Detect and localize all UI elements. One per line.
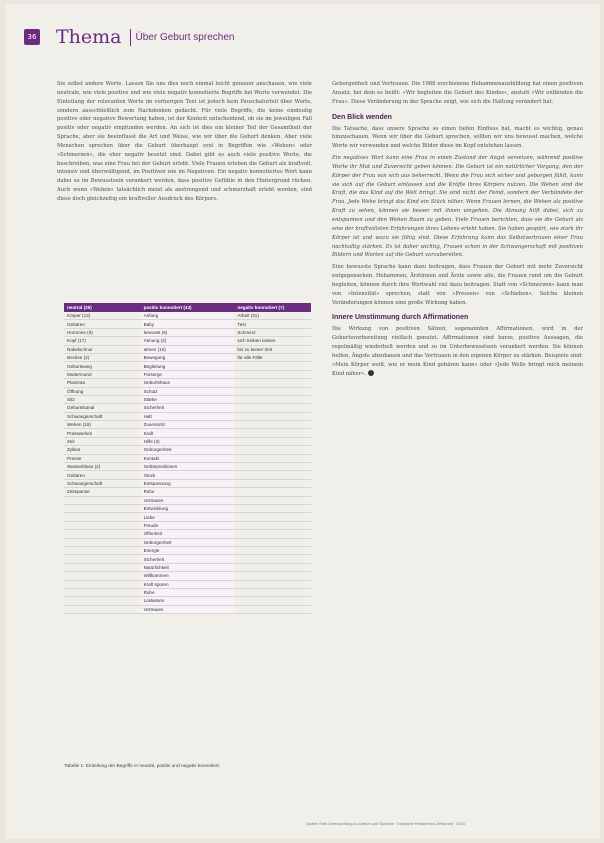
page-header — [24, 25, 234, 49]
cell-positive: Zuversicht — [141, 421, 235, 429]
cell-negative — [234, 429, 311, 437]
cell-positive: Geborgenheit — [141, 446, 235, 454]
table-row — [64, 471, 311, 479]
table-row — [64, 353, 311, 361]
cell-negative: Schmerz — [234, 328, 311, 336]
cell-neutral: Gebären — [64, 320, 141, 328]
cell-positive: Baby — [141, 320, 235, 328]
table-row — [64, 563, 311, 571]
cell-negative — [234, 597, 311, 605]
table-row — [64, 580, 311, 588]
table-row — [64, 429, 311, 437]
cell-positive: Energie — [141, 546, 235, 554]
cell-negative: bis zu keiner Zeit — [234, 345, 311, 353]
cell-positive: Freude — [141, 521, 235, 529]
cell-positive: Hilfe (3) — [141, 437, 235, 445]
header-negative: negativ konnotiert (7) — [234, 303, 311, 312]
table-row — [64, 513, 311, 521]
table-row — [64, 370, 311, 378]
cell-negative — [234, 404, 311, 412]
table-row — [64, 546, 311, 554]
cell-neutral: Wasserblase (2) — [64, 463, 141, 471]
cell-neutral: Zyklus — [64, 446, 141, 454]
cell-neutral — [64, 555, 141, 563]
cell-negative — [234, 370, 311, 378]
table-row — [64, 437, 311, 445]
cell-negative — [234, 421, 311, 429]
table-row — [64, 538, 311, 546]
cell-positive: Kraft spüren — [141, 580, 235, 588]
cell-positive: Begleitung — [141, 362, 235, 370]
header-neutral: neutral (29) — [64, 303, 141, 312]
table-row — [64, 555, 311, 563]
cell-positive: Atmung (2) — [141, 337, 235, 345]
cell-neutral: Nabelschnur — [64, 345, 141, 353]
table-row — [64, 328, 311, 336]
document-page — [6, 4, 600, 839]
cell-positive: Geborgenheit — [141, 538, 235, 546]
cell-positive: Stärke — [141, 395, 235, 403]
cell-negative: für alle Fälle — [234, 353, 311, 361]
cell-positive: Ruhe — [141, 588, 235, 596]
cell-negative — [234, 437, 311, 445]
body-paragraph: Die Tatsache, dass unsere Sprache so einen tiefen Einfluss hat, macht es wichtig, genau hinzuschauen. Wenn wir über die Geburt sprechen, sollten wir uns bewusst machen, welche Worte wir verwenden und welche Bilder diese im Kopf entstehen lassen. — [332, 125, 583, 150]
cell-positive: Entspannung — [141, 479, 235, 487]
cell-neutral — [64, 504, 141, 512]
cell-neutral: Hormone (9) — [64, 328, 141, 336]
cell-neutral: Sitz — [64, 395, 141, 403]
table-header-row — [64, 303, 311, 312]
table-row — [64, 412, 311, 420]
cell-negative — [234, 454, 311, 462]
cell-neutral — [64, 513, 141, 521]
text-column-left — [57, 80, 312, 207]
table-row — [64, 362, 311, 370]
cell-neutral: Muttermund — [64, 370, 141, 378]
cell-neutral — [64, 563, 141, 571]
cell-negative — [234, 513, 311, 521]
cell-neutral: Gebären — [64, 471, 141, 479]
cell-positive: Anfang — [141, 312, 235, 320]
cell-neutral: Kopf (17) — [64, 337, 141, 345]
table-row — [64, 504, 311, 512]
cell-neutral: Wehen (18) — [64, 421, 141, 429]
cell-positive: Halt — [141, 412, 235, 420]
table-row — [64, 463, 311, 471]
cell-positive: Fürsorge — [141, 370, 235, 378]
section-subtitle: Über Geburt sprechen — [135, 31, 235, 43]
cell-positive: Willkommen — [141, 572, 235, 580]
cell-negative — [234, 538, 311, 546]
cell-negative — [234, 387, 311, 395]
cell-neutral — [64, 538, 141, 546]
body-paragraph: Eine bewusste Sprache kann dazu beitragen, dass Frauen der Geburt mit mehr Zuversicht entgegensehen. Hebammen, Ärztinnen und Ärzte sowie alle, die Frauen rund um die Geburt begleiten, können durch ihre Wortwahl viel dazu beitragen. Statt von »Schmerzen« kann man von »Intensität« sprechen, statt von »Pressen« von »Schieben«. Solche kleinen Veränderungen können eine große Wirkung haben. — [332, 264, 583, 306]
cell-neutral: Presse — [64, 454, 141, 462]
table-row — [64, 572, 311, 580]
table-row — [64, 379, 311, 387]
table-row — [64, 421, 311, 429]
cell-neutral — [64, 580, 141, 588]
subheading: Den Blick wenden — [332, 113, 392, 121]
cell-positive: Vertrauen — [141, 605, 235, 613]
cell-neutral — [64, 572, 141, 580]
word-classification-table — [64, 303, 311, 614]
cell-neutral: Plazenta — [64, 379, 141, 387]
cell-negative: Arbeit (31) — [234, 312, 311, 320]
cell-positive: Kraft — [141, 429, 235, 437]
cell-negative — [234, 572, 311, 580]
table-row — [64, 387, 311, 395]
cell-negative — [234, 395, 311, 403]
cell-negative — [234, 504, 311, 512]
table-caption: Tabelle 1: Einteilung der Begriffe in neutral, positiv und negativ konnotiert. — [64, 764, 221, 769]
table-row — [64, 404, 311, 412]
cell-negative — [234, 546, 311, 554]
cell-positive: Entwicklung — [141, 504, 235, 512]
cell-positive: Ruhe — [141, 488, 235, 496]
cell-negative — [234, 412, 311, 420]
cell-positive: Loslassen — [141, 597, 235, 605]
cell-neutral: Zeit — [64, 437, 141, 445]
table-row — [64, 345, 311, 353]
table-row — [64, 446, 311, 454]
page-number: 36 — [24, 29, 40, 45]
cell-negative — [234, 530, 311, 538]
table-row — [64, 320, 311, 328]
body-paragraph: Sie selbst andere Worte. Lassen Sie uns dies noch einmal leicht genauer anschauen, wie viele neutrale, wie viele positive und wie viele negativ konnotierte Begriffe bei Worte verwendet. Die Einteilung der relevanten Worte im vorherigen Text ist jedoch kein Pauschalurteil über Worte, sondern ausschließlich zum Nachdenken gedacht. Für viele Begriffe, die keine eindeutig positive oder negative Bewertung haben, ist der Kontext entscheidend, ob sie im jeweiligen Fall positiv oder negativ empfunden werden. An sich ist dies ein kleiner Teil der Gesamtheit der Sprache, aber sie beeinflusst die Art und Weise, wie wir über die Geburt denken. Aber viele Menschen sprechen über die Geburt überhaupt erst in Begriffen wie »Wehen« oder »Schmerzen«, die eher negativ besetzt sind. Dabei gibt es auch viele positive Worte, die beschreiben, was eine Frau bei der Geburt erlebt. Viele Frauen erleben die Geburt als kraftvoll, intensiv und überwältigend, im Positiven wie im Negativen. Ein negativ konnotiertes Wort kann dabei so im Bewusstsein verankert werden, dass positive Gefühle in den Hintergrund rücken. Auch wenn »Wehen« tatsächlich meist als anstrengend und schmerzhaft erlebt werden, sind diese doch gleichzeitig ein kraftvoller Ausdruck des Körpers. — [57, 81, 312, 202]
body-paragraph: Die Wirkung von positiven Sätzen, sogenannten Affirmationen, wird in der Geburtsvorbereitung vielfach genutzt. Affirmationen sind kurze, positive Aussagen, die regelmäßig wiederholt werden und so im Unterbewusstsein verankert werden. Sie können helfen, Ängste abzubauen und das Vertrauen in den eigenen Körper zu stärken. Beispiele sind: »Mein Körper weiß, wie er mein Kind gebären kann« oder »Jede Welle bringt mich meinem Kind näher«. — [332, 326, 583, 377]
table-row — [64, 488, 311, 496]
table-row — [64, 496, 311, 504]
cell-positive: Glück — [141, 471, 235, 479]
table-row — [64, 454, 311, 462]
table-row — [64, 605, 311, 613]
header-divider — [130, 29, 131, 46]
cell-neutral: Geburtskanal — [64, 404, 141, 412]
cell-neutral: Zeitspanne — [64, 488, 141, 496]
cell-negative — [234, 379, 311, 387]
cell-neutral: Presswehen — [64, 429, 141, 437]
cell-neutral — [64, 546, 141, 554]
cell-neutral — [64, 496, 141, 504]
cell-neutral: Öffnung — [64, 387, 141, 395]
cell-neutral — [64, 588, 141, 596]
body-paragraph-italic: Ein negatives Wort kann eine Frau in einen Zustand der Angst versetzen, während positive Worte ihr Mut und Zuversicht geben können. Die Geburt ist ein natürlicher Vorgang, den der Körper der Frau von sich aus beherrscht. Wenn die Frau sich sicher und geborgen fühlt, kann sie sich auf die Geburt einlassen und die Kräfte ihres Körpers nutzen. Die Wehen sind die Kraft, die das Kind auf die Welt bringt. Sie sind nicht der Feind, sondern der Verbündete der Frau. Jede Wehe bringt das Kind ein Stück näher. Wenn Frauen lernen, die Wehen als positive Kraft zu sehen, können sie besser mit ihnen umgehen. Die Atmung hilft dabei, sich zu entspannen und den Wehen Raum zu geben. Viele Frauen berichten, dass sie die Geburt als eine der kraftvollsten Erfahrungen ihres Lebens erlebt haben. Sie haben gespürt, wie stark ihr Körper ist und wozu sie fähig sind. Diese Erfahrung kann das Selbstvertrauen einer Frau nachhaltig stärken. Es ist daher wichtig, Frauen schon in der Schwangerschaft mit positiven Bildern und Worten auf die Geburt vorzubereiten. — [332, 155, 583, 259]
cell-positive: Schutz — [141, 387, 235, 395]
header-positive: positiv konnotiert (43) — [141, 303, 235, 312]
section-title: Thema — [56, 26, 122, 48]
cell-negative — [234, 471, 311, 479]
cell-negative — [234, 479, 311, 487]
cell-negative — [234, 446, 311, 454]
table-row — [64, 521, 311, 529]
cell-negative — [234, 588, 311, 596]
table-row — [64, 588, 311, 596]
cell-positive: Offenheit — [141, 530, 235, 538]
cell-positive: Gebärpositionen — [141, 463, 235, 471]
cell-positive: Geburtshaus — [141, 379, 235, 387]
cell-negative: sich treiben lassen — [234, 337, 311, 345]
cell-negative — [234, 580, 311, 588]
cell-negative — [234, 463, 311, 471]
cell-positive: bewusst (6) — [141, 328, 235, 336]
cell-negative — [234, 563, 311, 571]
cell-negative: Test — [234, 320, 311, 328]
table-row — [64, 530, 311, 538]
table-row — [64, 597, 311, 605]
cell-neutral: Körper (13) — [64, 312, 141, 320]
cell-positive: Natürlichkeit — [141, 563, 235, 571]
cell-positive: Kontakt — [141, 454, 235, 462]
table-row — [64, 337, 311, 345]
cell-neutral — [64, 521, 141, 529]
cell-positive: Sicherheit — [141, 404, 235, 412]
cell-positive: Bewegung — [141, 353, 235, 361]
text-column-right — [332, 80, 583, 381]
table-row — [64, 395, 311, 403]
cell-positive: Sicherheit — [141, 555, 235, 563]
cell-neutral — [64, 597, 141, 605]
cell-positive: atmen (10) — [141, 345, 235, 353]
table-row — [64, 479, 311, 487]
cell-neutral: Schwangerschaft — [64, 479, 141, 487]
cell-positive: Liebe — [141, 513, 235, 521]
cell-negative — [234, 496, 311, 504]
page-footer: Quelle: Eine Untersuchung zu Geburt und Sprache · Deutsche Hebammen Zeitschrift · 2016 — [306, 821, 465, 826]
subheading: Innere Umstimmung durch Affirmationen — [332, 314, 469, 322]
cell-negative — [234, 488, 311, 496]
cell-neutral: Becken (2) — [64, 353, 141, 361]
end-of-article-icon — [368, 370, 374, 376]
body-paragraph: Geborgenheit und Vertrauen. Die 1988 erschienene Hebammenausbildung hat einen positiven Ansatz, bei dem es heißt: »Wir begleiten die Geburt des Kindes«, anstatt »Wir entbinden die Frau«. Diese Veränderung in der Sprache zeigt, wie sich die Haltung verändert hat. — [332, 81, 583, 105]
cell-positive: Vertrauen — [141, 496, 235, 504]
cell-neutral — [64, 605, 141, 613]
cell-neutral: Schwangerschaft — [64, 412, 141, 420]
cell-negative — [234, 555, 311, 563]
table-row — [64, 312, 311, 320]
cell-negative — [234, 521, 311, 529]
cell-negative — [234, 605, 311, 613]
cell-negative — [234, 362, 311, 370]
cell-neutral — [64, 530, 141, 538]
cell-neutral: Geburtsweg — [64, 362, 141, 370]
